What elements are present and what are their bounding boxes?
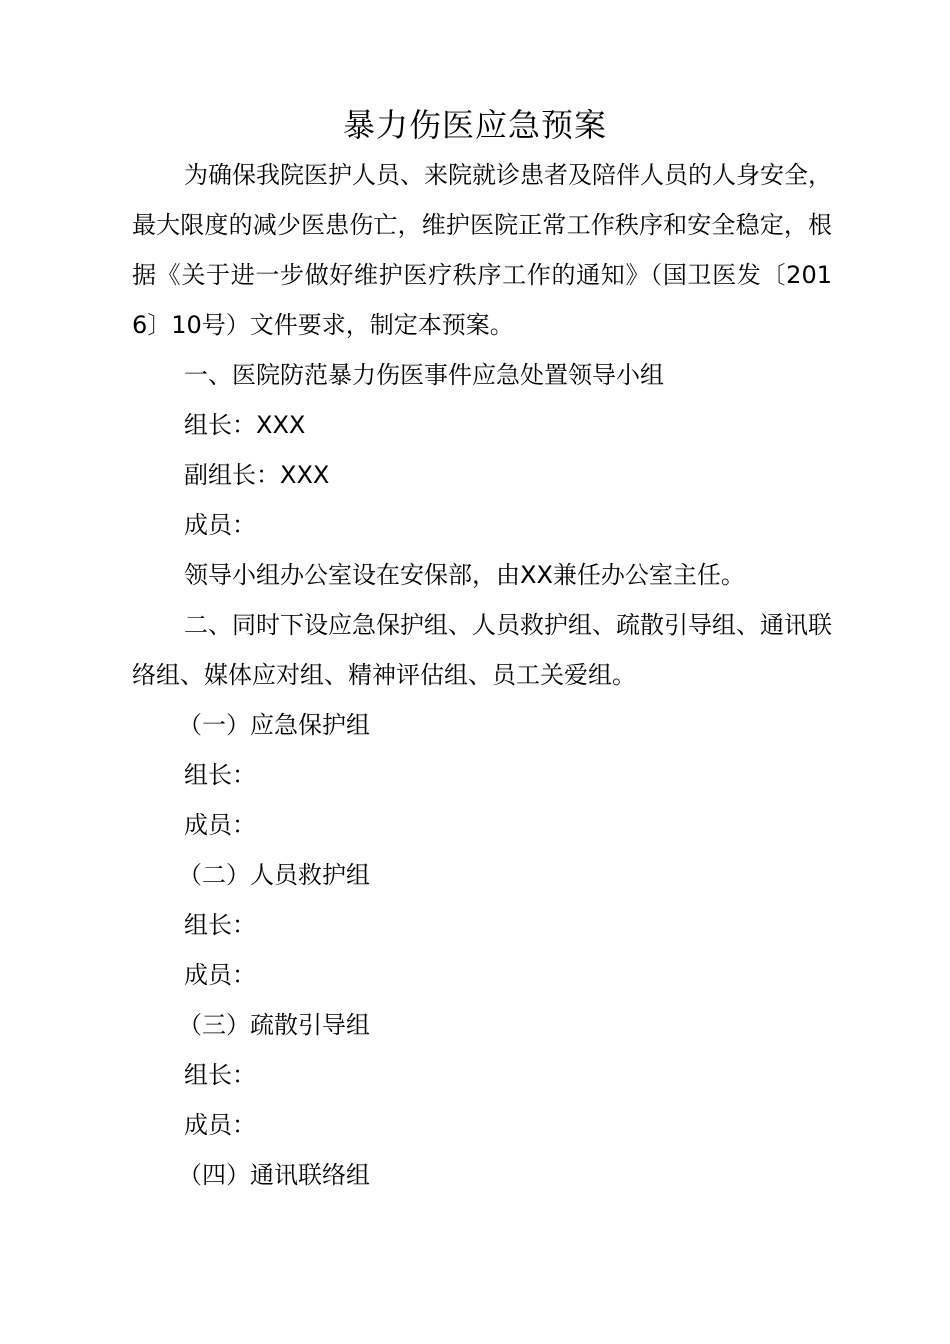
section1-heading: 一、医院防范暴力伤医事件应急处置领导小组	[184, 361, 664, 389]
intro-paragraph: 为确保我院医护人员、来院就诊患者及陪伴人员的人身安全，最大限度的减少医患伤亡，维护医院正常工作秩序和安全稳定，根据《关于进一步做好维护医疗秩序工作的通知》（国卫医发〔2016〕10号）文件要求，制定本预案。	[132, 161, 832, 339]
section1-leader: 组长：XXX	[184, 411, 306, 439]
group-leader: 组长：	[184, 1061, 256, 1089]
group-leader: 组长：	[184, 761, 256, 789]
section2-heading: 二、同时下设应急保护组、人员救护组、疏散引导组、通讯联络组、媒体应对组、精神评估组、员工关爱组。	[132, 611, 832, 689]
group-members: 成员：	[184, 961, 256, 989]
document-body	[132, 150, 832, 1200]
group-name: （一）应急保护组	[178, 711, 370, 739]
document-title: 暴力伤医应急预案	[342, 106, 607, 144]
group-name: （二）人员救护组	[178, 861, 370, 889]
section1-office: 领导小组办公室设在安保部，由XX兼任办公室主任。	[184, 561, 745, 589]
section1-deputy: 副组长：XXX	[184, 461, 330, 489]
section1-members: 成员：	[184, 511, 256, 539]
group-members: 成员：	[184, 811, 256, 839]
group-leader: 组长：	[184, 911, 256, 939]
group-name: （四）通讯联络组	[178, 1161, 370, 1189]
group-name: （三）疏散引导组	[178, 1011, 370, 1039]
group-members: 成员：	[184, 1111, 256, 1139]
